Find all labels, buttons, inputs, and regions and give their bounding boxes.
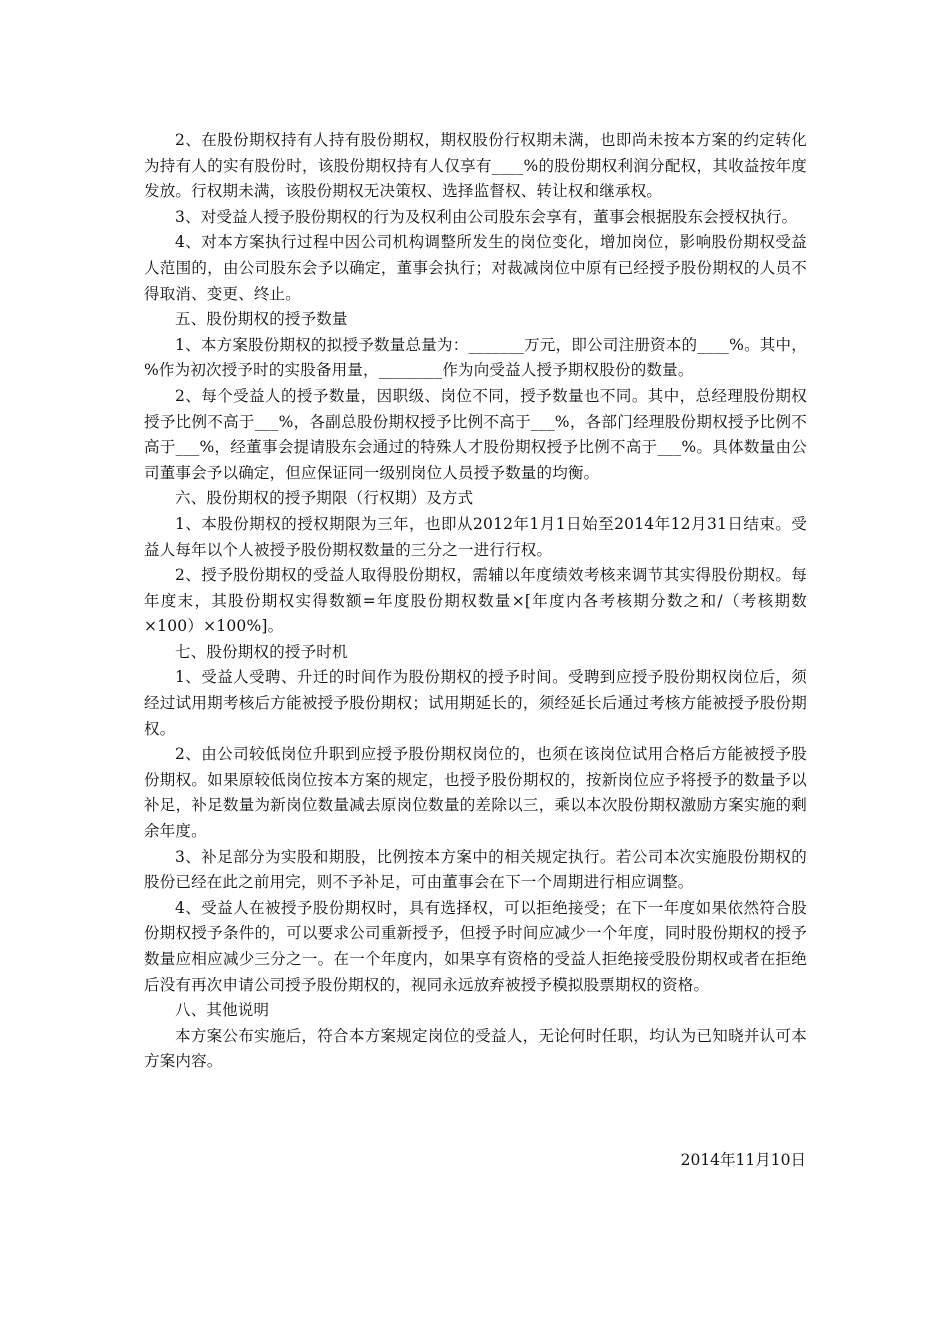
section-heading-other-notes: 八、其他说明 xyxy=(175,1001,270,1020)
section-heading-grant-period: 六、股份期权的授予期限（行权期）及方式 xyxy=(175,489,474,508)
paragraph-total-quantity: 1、本方案股份期权的拟授予数量总量为：_______万元，即公司注册资本的____%。其中，%作为初次授予时的实股备用量，________作为向受益人授予期权股份的数量。 xyxy=(144,335,807,380)
paragraph-authorization-period: 1、本股份期权的授权期限为三年，也即从2012年1月1日始至2014年12月31日结束。受益人每年以个人被授予股份期权数量的三分之一进行行权。 xyxy=(144,514,807,559)
paragraph-performance-assessment: 2、授予股份期权的受益人取得股份期权，需辅以年度绩效考核来调节其实得股份期权。每年度末，其股份期权实得数额=年度股份期权数量×[年度内各考核期分数之和/（考核期数×100）×100%]。 xyxy=(144,566,807,636)
paragraph-position-changes: 4、对本方案执行过程中因公司机构调整所发生的岗位变化，增加岗位，影响股份期权受益人范围的，由公司股东会予以确定，董事会执行；对裁减岗位中原有已经授予股份期权的人员不得取消、变更、终止。 xyxy=(144,233,807,303)
paragraph-hiring-promotion: 1、受益人受聘、升迁的时间作为股份期权的授予时间。受聘到应授予股份期权岗位后，须经过试用期考核后方能被授予股份期权；试用期延长的，须经延长后通过考核方能被授予股份期权。 xyxy=(144,668,807,738)
paragraph-grant-authority: 3、对受益人授予股份期权的行为及权利由公司股东会享有，董事会根据股东会授权执行。 xyxy=(175,207,798,226)
section-heading-grant-quantity: 五、股份期权的授予数量 xyxy=(175,310,348,329)
paragraph-option-holder-rights: 2、在股份期权持有人持有股份期权，期权股份行权期未满，也即尚未按本方案的约定转化为持有人的实有股份时，该股份期权持有人仅享有____%的股份期权利润分配权，其收益按年度发放。行权期未满，该股份期权无决策权、选择监督权、转让权和继承权。 xyxy=(144,131,807,201)
paragraph-implementation-notice: 本方案公布实施后，符合本方案规定岗位的受益人，无论何时任职，均认为已知晓并认可本方案内容。 xyxy=(144,1026,807,1071)
document-date: 2014年11月10日 xyxy=(680,1151,806,1169)
paragraph-individual-quantity: 2、每个受益人的授予数量，因职级、岗位不同，授予数量也不同。其中，总经理股份期权授予比例不高于___%，各副总股份期权授予比例不高于___%，各部门经理股份期权授予比例不高于___%，经董事会提请股东会通过的特殊人才股份期权授予比例不高于___%。具体数量由公司董事会予以确定，但应保证同一级别岗位人员授予数量的均衡。 xyxy=(144,386,807,482)
paragraph-promotion-supplement: 2、由公司较低岗位升职到应授予股份期权岗位的，也须在该岗位试用合格后方能被授予股份期权。如果原较低岗位按本方案的规定，也授予股份期权的，按新岗位应予将授予的数量予以补足，补足数量为新岗位数量减去原岗位数量的差除以三，乘以本次股份期权激励方案实施的剩余年度。 xyxy=(144,745,807,841)
section-heading-grant-timing: 七、股份期权的授予时机 xyxy=(175,642,348,661)
document-body xyxy=(144,128,807,1075)
paragraph-right-of-refusal: 4、受益人在被授予股份期权时，具有选择权，可以拒绝接受；在下一年度如果依然符合股份期权授予条件的，可以要求公司重新授予，但授予时间应减少一个年度，同时股份期权的授予数量应相应减少三分之一。在一个年度内，如果享有资格的受益人拒绝接受股份期权或者在拒绝后没有再次申请公司授予股份期权的，视同永远放弃被授予模拟股票期权的资格。 xyxy=(144,898,807,994)
paragraph-supplement-ratio: 3、补足部分为实股和期股，比例按本方案中的相关规定执行。若公司本次实施股份期权的股份已经在此之前用完，则不予补足，可由董事会在下一个周期进行相应调整。 xyxy=(144,847,807,892)
